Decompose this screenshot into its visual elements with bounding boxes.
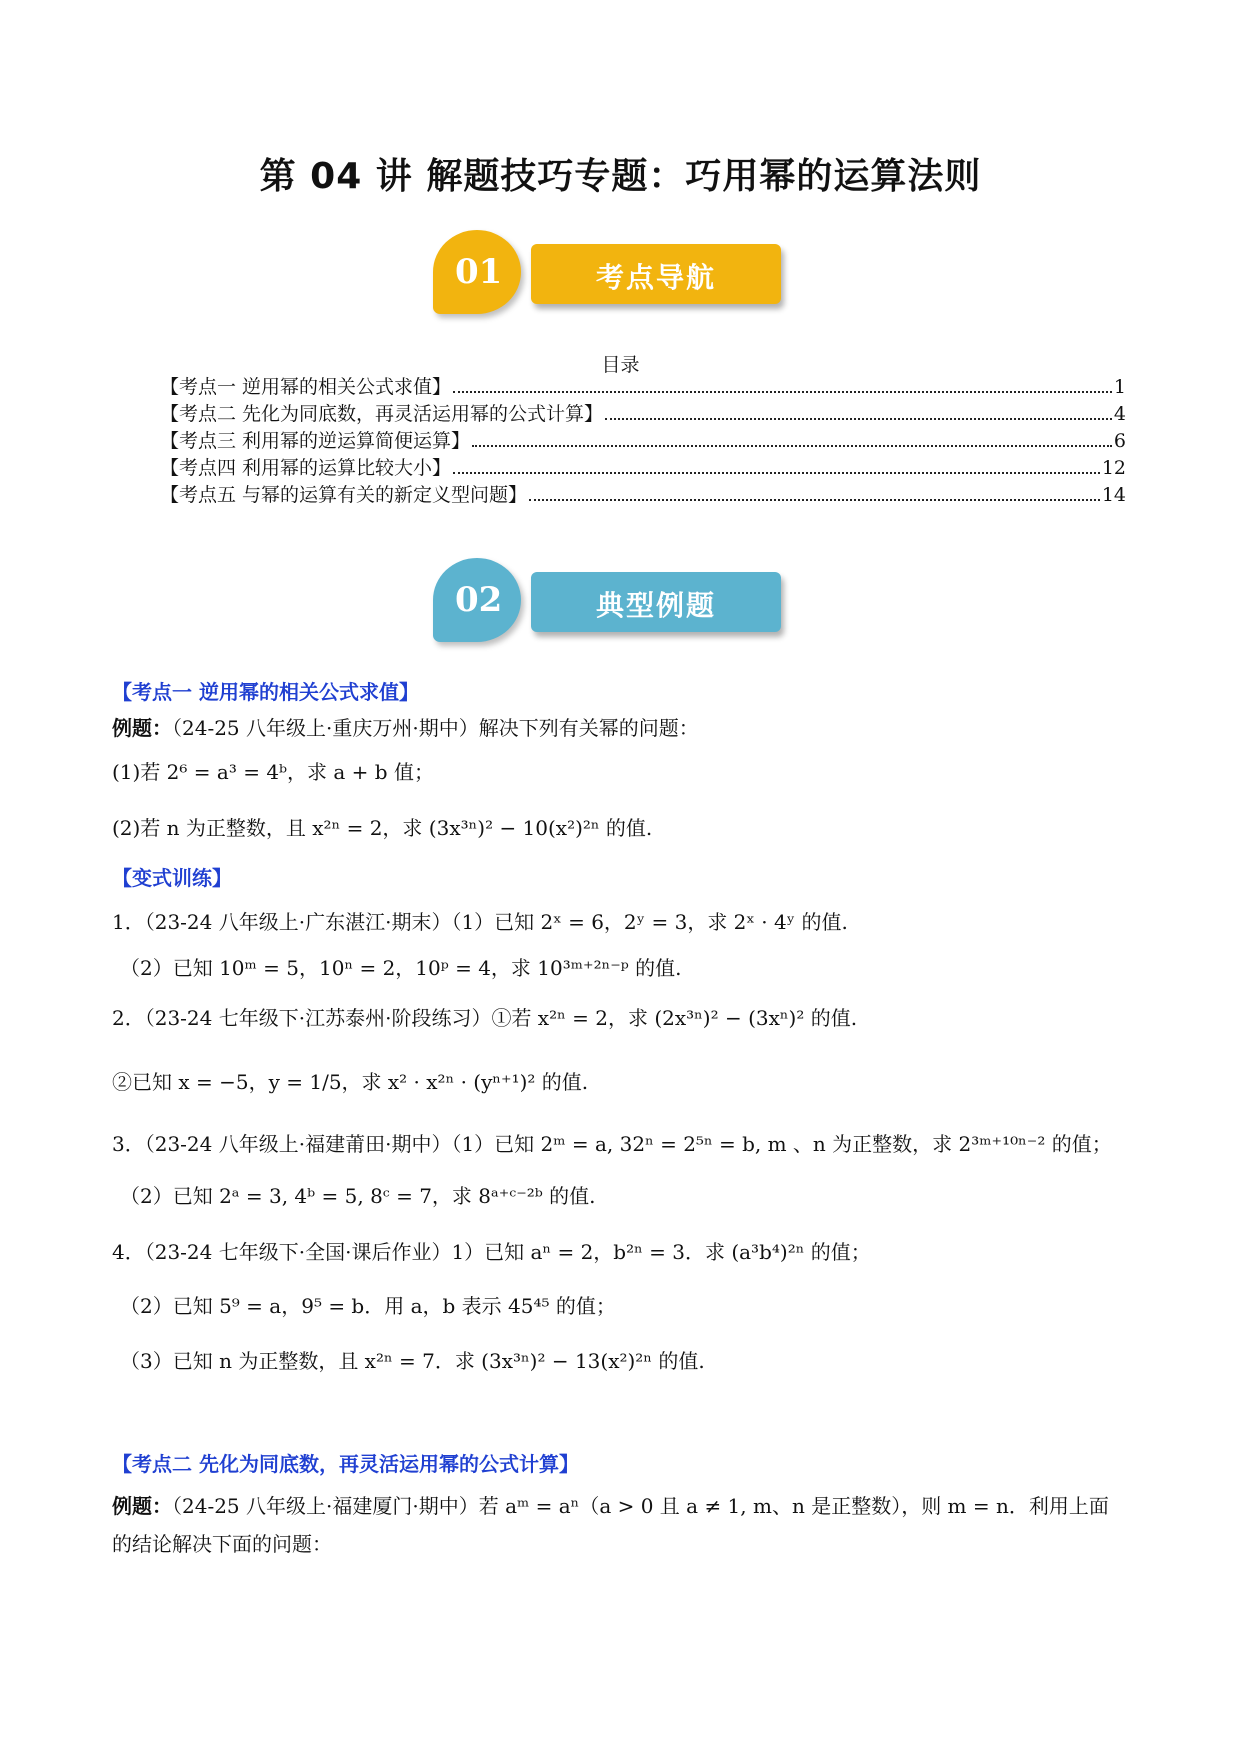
- practice-item: 1．（23-24 八年级上·广东湛江·期末）（1）已知 2ˣ = 6，2ʸ = 3，求 2ˣ · 4ʸ 的值.: [112, 910, 848, 934]
- toc-leader: [529, 482, 1100, 501]
- toc-item[interactable]: [160, 428, 1126, 455]
- practice-item: （2）已知 2ᵃ = 3, 4ᵇ = 5, 8ᶜ = 7，求 8ᵃ⁺ᶜ⁻²ᵇ 的值.: [120, 1184, 596, 1208]
- practice-item: （2）已知 5⁹ = a，9⁵ = b．用 a，b 表示 45⁴⁵ 的值；: [120, 1294, 616, 1318]
- toc-item-page: 14: [1101, 484, 1126, 506]
- toc-item[interactable]: [160, 374, 1126, 401]
- toc-item-page: 1: [1113, 376, 1126, 398]
- toc-leader: [453, 455, 1100, 474]
- practice-heading: 【变式训练】: [112, 866, 232, 890]
- example-text-continued: 的结论解决下面的问题：: [112, 1532, 332, 1556]
- badge-navigation: [433, 222, 793, 322]
- toc-leader: [453, 374, 1112, 393]
- toc-leader: [472, 428, 1112, 447]
- toc-item-page: 4: [1113, 403, 1126, 425]
- toc-item[interactable]: [160, 482, 1126, 509]
- toc-leader: [605, 401, 1112, 420]
- example-line: [112, 1490, 1109, 1519]
- example-line: [112, 712, 699, 741]
- badge-label: 典型例题: [595, 589, 716, 622]
- badge-label: 考点导航: [595, 261, 716, 294]
- toc-item-text: 【考点五 与幂的运算有关的新定义型问题】: [160, 484, 528, 506]
- practice-item: ②已知 x = −5，y = 1/5，求 x² · x²ⁿ · (yⁿ⁺¹)² 的值.: [112, 1070, 589, 1094]
- question-2: (2)若 n 为正整数，且 x²ⁿ = 2，求 (3x³ⁿ)² − 10(x²)²ⁿ 的值.: [112, 816, 653, 840]
- badge-number: 02: [455, 580, 503, 620]
- example-label: 例题：: [112, 1494, 172, 1518]
- toc-item-text: 【考点一 逆用幂的相关公式求值】: [160, 376, 452, 398]
- badge-number: 01: [455, 252, 503, 292]
- example-label: 例题：: [112, 716, 172, 740]
- section-heading: 【考点二 先化为同底数，再灵活运用幂的公式计算】: [112, 1452, 579, 1476]
- example-intro: （24-25 八年级上·重庆万州·期中）解决下列有关幂的问题：: [172, 716, 699, 740]
- badge-examples: [433, 550, 793, 650]
- toc-item-page: 6: [1113, 430, 1126, 452]
- practice-item: （3）已知 n 为正整数，且 x²ⁿ = 7．求 (3x³ⁿ)² − 13(x²)²ⁿ 的值.: [120, 1349, 705, 1373]
- table-of-contents: [160, 374, 1126, 509]
- toc-item[interactable]: [160, 401, 1126, 428]
- question-1: (1)若 2⁶ = a³ = 4ᵇ，求 a + b 值；: [112, 760, 434, 784]
- practice-item: 3．（23-24 八年级上·福建莆田·期中）（1）已知 2ᵐ = a, 32ⁿ = 2⁵ⁿ = b, m 、n 为正整数，求 2³ᵐ⁺¹⁰ⁿ⁻² 的值；: [112, 1132, 1112, 1156]
- practice-item: 2．（23-24 七年级下·江苏泰州·阶段练习）①若 x²ⁿ = 2，求 (2x³ⁿ)² − (3xⁿ)² 的值.: [112, 1006, 858, 1030]
- section-heading: 【考点一 逆用幂的相关公式求值】: [112, 680, 419, 704]
- toc-item-text: 【考点四 利用幂的运算比较大小】: [160, 457, 452, 479]
- practice-item: （2）已知 10ᵐ = 5，10ⁿ = 2，10ᵖ = 4，求 10³ᵐ⁺²ⁿ⁻ᵖ 的值.: [120, 956, 682, 980]
- toc-item-text: 【考点二 先化为同底数，再灵活运用幂的公式计算】: [160, 403, 604, 425]
- practice-item: 4．（23-24 七年级下·全国·课后作业）1）已知 aⁿ = 2，b²ⁿ = 3．求 (a³b⁴)²ⁿ 的值；: [112, 1240, 871, 1264]
- toc-item-page: 12: [1101, 457, 1126, 479]
- page-title: 第 04 讲 解题技巧专题：巧用幂的运算法则: [259, 156, 982, 197]
- example-text: （24-25 八年级上·福建厦门·期中）若 aᵐ = aⁿ（a > 0 且 a ≠ 1, m、n 是正整数），则 m = n．利用上面: [172, 1494, 1109, 1518]
- toc-heading: 目录: [601, 354, 640, 376]
- toc-item[interactable]: [160, 455, 1126, 482]
- toc-item-text: 【考点三 利用幂的逆运算简便运算】: [160, 430, 471, 452]
